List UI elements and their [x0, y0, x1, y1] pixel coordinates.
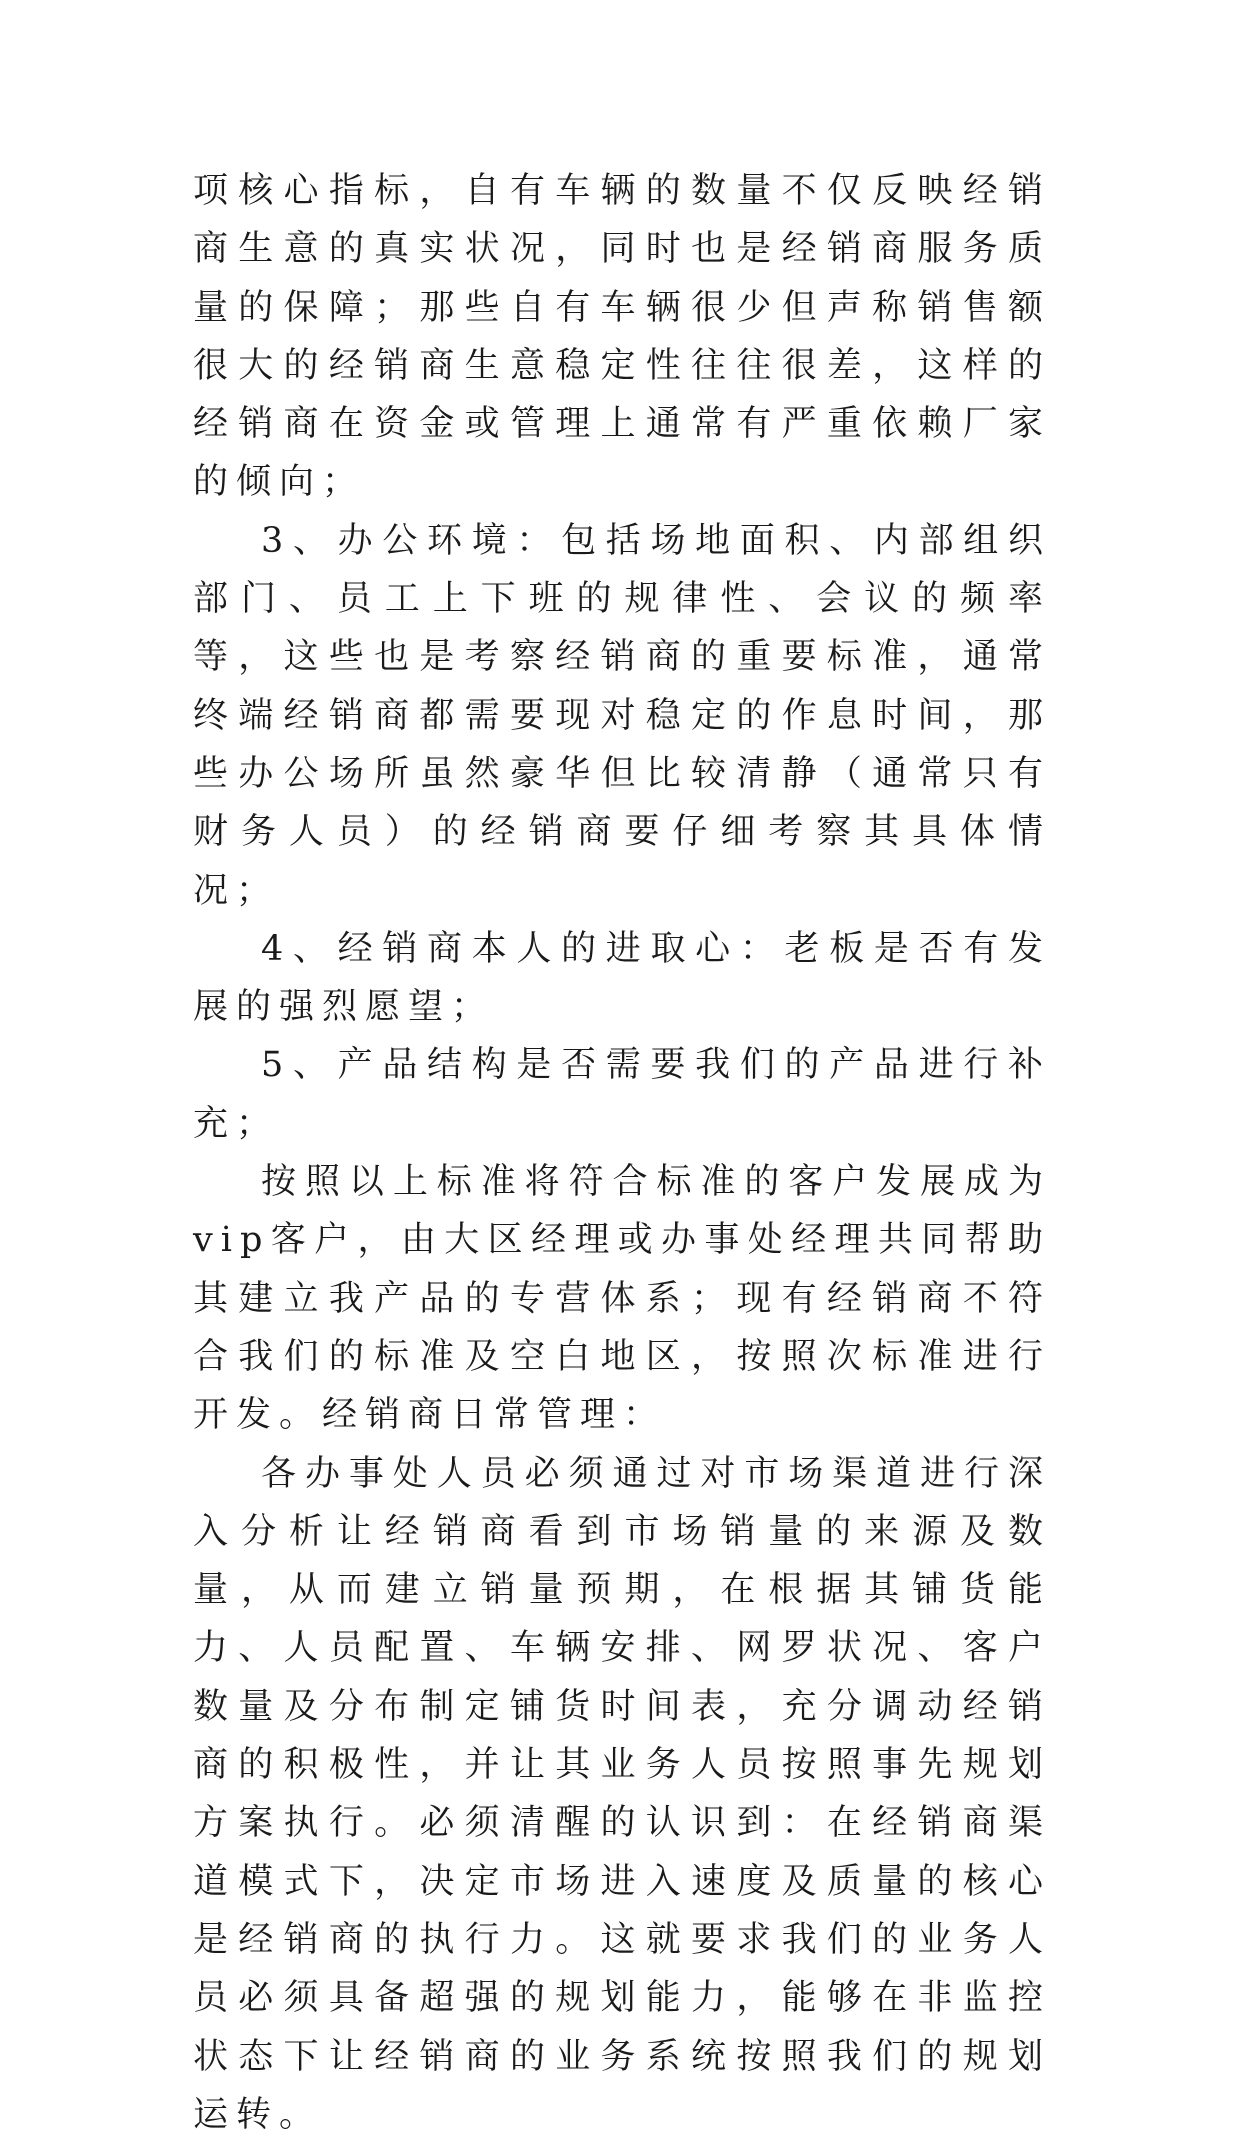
paragraph-ambition: 4、经销商本人的进取心：老板是否有发展的强烈愿望；	[193, 928, 1051, 1028]
paragraph-office-environment: 3、办公环境：包括场地面积、内部组织部门、员工上下班的规律性、会议的频率等，这些也是考察经销商的重要标准，通常终端经销商都需要现对稳定的作息时间，那些办公场所虽然豪华但比较清静（通常只有财务人员）的经销商要仔细考察其具体情况；	[193, 520, 1051, 911]
paragraph-product-structure: 5、产品结构是否需要我们的产品进行补充；	[193, 1045, 1051, 1144]
paragraph-vehicles: 项核心指标，自有车辆的数量不仅反映经销商生意的真实状况，同时也是经销商服务质量的保障；那些自有车辆很少但声称销售额很大的经销商生意稳定性往往很差，这样的经销商在资金或管理上通常有严重依赖厂家的倾向；	[193, 171, 1051, 503]
document-body	[193, 162, 1051, 2144]
paragraph-daily-management: 各办事处人员必须通过对市场渠道进行深入分析让经销商看到市场销量的来源及数量，从而建立销量预期，在根据其铺货能力、人员配置、车辆安排、网罗状况、客户数量及分布制定铺货时间表，充分调动经销商的积极性，并让其业务人员按照事先规划方案执行。必须清醒的认识到：在经销商渠道模式下，决定市场进入速度及质量的核心是经销商的执行力。这就要求我们的业务人员必须具备超强的规划能力，能够在非监控状态下让经销商的业务系统按照我们的规划运转。	[193, 1453, 1051, 2135]
paragraph-vip-development: 按照以上标准将符合标准的客户发展成为vip客户，由大区经理或办事处经理共同帮助其建立我产品的专营体系；现有经销商不符合我们的标准及空白地区，按照次标准进行开发。经销商日常管理：	[193, 1162, 1051, 1436]
